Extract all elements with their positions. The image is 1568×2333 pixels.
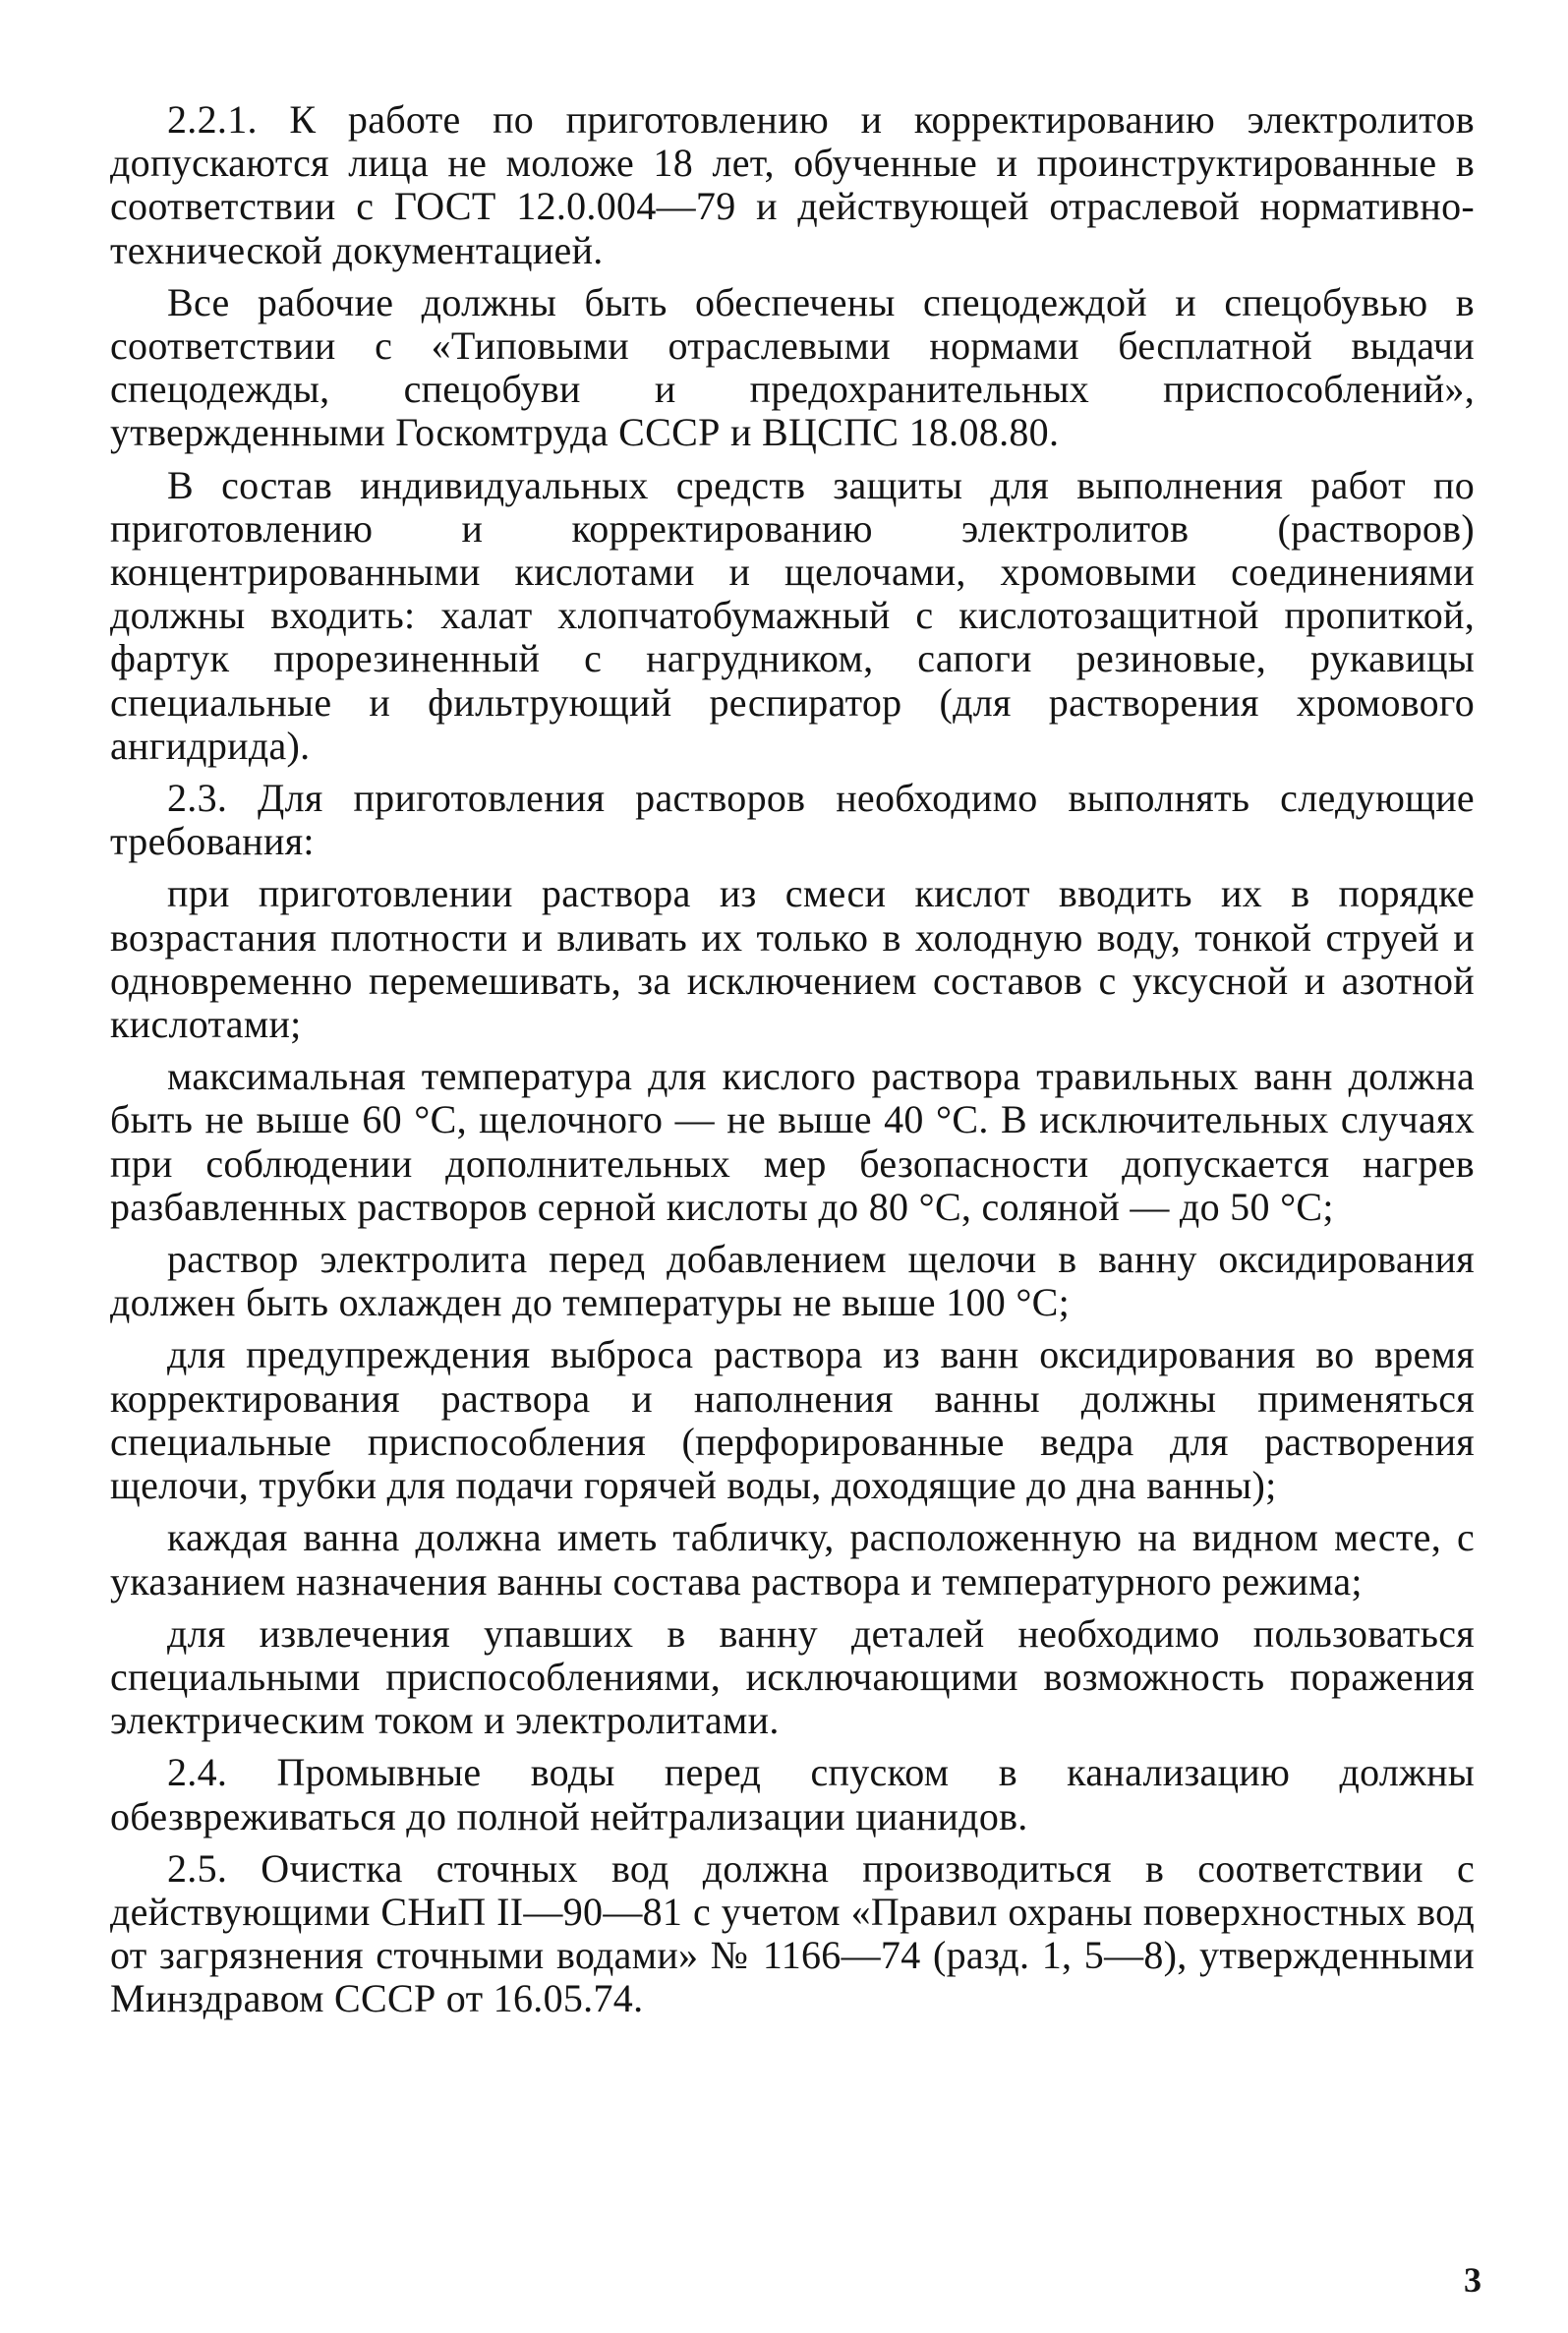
body-text	[110, 98, 1475, 2030]
requirement-part-retrieval: для извлечения упавших в ванну деталей необходимо пользоваться специальными приспособлениями, исключающими возможность поражения электрическим током и электролитами.	[110, 1610, 1475, 1743]
paragraph-2-4: 2.4. Промывные воды перед спуском в канализацию должны обезвреживаться до полной нейтрализации цианидов.	[110, 1750, 1475, 1838]
requirement-electrolyte-cooling: раствор электролита перед добавлением щелочи в ванну оксидирования должен быть охлажден до температуры не выше 100 °С;	[110, 1237, 1475, 1325]
paragraph-2-5: 2.5. Очистка сточных вод должна производиться в соответствии с действующими СНиП II—90—81 с учетом «Правил охраны поверхностных вод от загрязнения сточными водами» № 1166—74 (разд. 1, 5—8), утвержденными Минздравом СССР от 16.05.74.	[110, 1845, 1475, 2021]
requirement-acid-mixing: при приготовлении раствора из смеси кислот вводить их в порядке возрастания плотности и вливать их только в холодную воду, тонкой струей и одновременно перемешивать, за исключением составов с уксусной и азотной кислотами;	[110, 871, 1475, 1047]
requirement-max-temperature: максимальная температура для кислого раствора травильных ванн должна быть не выше 60 °С, щелочного — не выше 40 °С. В исключительных случаях при соблюдении дополнительных мер безопасности допускается нагрев разбавленных растворов серной кислоты до 80 °С, соляной — до 50 °С;	[110, 1054, 1475, 1229]
requirement-splash-prevention: для предупреждения выброса раствора из ванн оксидирования во время корректирования раствора и наполнения ванны должны применяться специальные приспособления (перфорированные ведра для растворения щелочи, трубки для подачи горячей воды, доходящие до дна ванны);	[110, 1332, 1475, 1508]
requirement-bath-label: каждая ванна должна иметь табличку, расположенную на видном месте, с указанием назначения ванны состава раствора и температурного режима;	[110, 1515, 1475, 1604]
paragraph-protective-equipment: В состав индивидуальных средств защиты для выполнения работ по приготовлению и корректированию электролитов (растворов) концентрированными кислотами и щелочами, хромовыми соединениями должны входить: халат хлопчатобумажный с кислотозащитной пропиткой, фартук прорезиненный с нагрудником, сапоги резиновые, рукавицы специальные и фильтрующий респиратор (для растворения хромового ангидрида).	[110, 462, 1475, 768]
paragraph-2-3: 2.3. Для приготовления растворов необходимо выполнять следующие требования:	[110, 776, 1475, 864]
paragraph-workwear: Все рабочие должны быть обеспечены спецодеждой и спецобувью в соответствии с «Типовыми отраслевыми нормами бесплатной выдачи спецодежды, спецобуви и предохранительных приспособлений», утвержденными Госкомтруда СССР и ВЦСПС 18.08.80.	[110, 279, 1475, 455]
page-number: 3	[1464, 2260, 1481, 2300]
paragraph-2-2-1: 2.2.1. К работе по приготовлению и корректированию электролитов допускаются лица не моложе 18 лет, обученные и проинструктированные в соответствии с ГОСТ 12.0.004—79 и действующей отраслевой нормативно-технической документацией.	[110, 97, 1475, 272]
